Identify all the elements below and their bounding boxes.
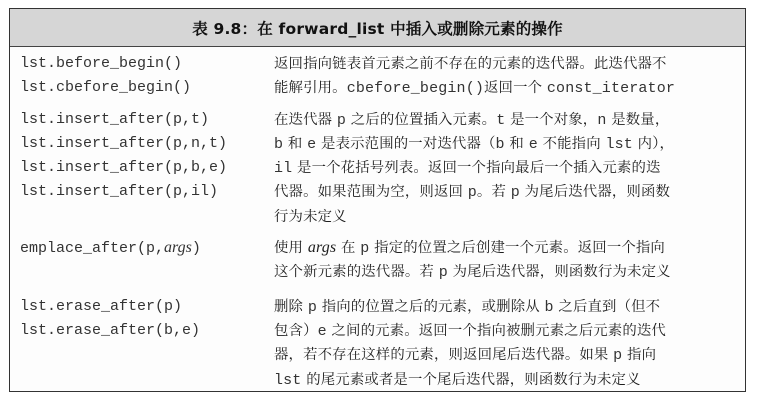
operation-cell bbox=[10, 52, 274, 101]
operation-signature: lst.insert_after(p,t) bbox=[20, 110, 210, 128]
operation-cell bbox=[10, 295, 274, 392]
operation-signature: lst.insert_after(p,b,e) bbox=[20, 159, 228, 177]
description-cell bbox=[274, 236, 745, 285]
table-row bbox=[10, 236, 745, 285]
operation-signature: lst.insert_after(p,n,t) bbox=[20, 134, 228, 152]
description-line: 能解引用。cbefore_begin()返回一个 const_iterator bbox=[274, 80, 676, 98]
description-cell bbox=[274, 52, 745, 101]
table-row bbox=[10, 52, 745, 101]
description-line: b 和 e 是表示范围的一对迭代器（b 和 e 不能指向 lst 内）， bbox=[274, 135, 675, 153]
table-title: 表 9.8：在 forward_list 中插入或删除元素的操作 bbox=[10, 9, 745, 47]
table-row bbox=[10, 108, 745, 229]
row-spacer bbox=[10, 285, 745, 295]
operation-signature: lst.before_begin() bbox=[20, 55, 183, 72]
table-body bbox=[10, 47, 745, 392]
description-line: 在迭代器 p 之后的位置插入元素。t 是一个对象，n 是数量， bbox=[274, 111, 670, 129]
description-cell bbox=[274, 108, 745, 229]
description-line: 包含）e 之间的元素。返回一个指向被删元素之后元素的迭代 bbox=[274, 322, 666, 340]
description-cell bbox=[274, 295, 745, 392]
table-row bbox=[10, 295, 745, 392]
operations-table bbox=[9, 8, 746, 392]
operation-signature: emplace_after(p,args) bbox=[20, 239, 201, 258]
operation-cell bbox=[10, 108, 274, 229]
description-line: 代器。如果范围为空，则返回 p。若 p 为尾后迭代器，则函数 bbox=[274, 184, 671, 202]
operation-cell bbox=[10, 236, 274, 285]
operation-signature: lst.erase_after(p) bbox=[20, 297, 183, 315]
description-line: lst 的尾元素或者是一个尾后迭代器，则函数行为未定义 bbox=[274, 371, 641, 389]
operation-signature: lst.insert_after(p,il) bbox=[20, 183, 219, 201]
row-spacer bbox=[10, 101, 745, 108]
description-line: 这个新元素的迭代器。若 p 为尾后迭代器，则函数行为未定义 bbox=[274, 264, 671, 282]
description-line: 使用 args 在 p 指定的位置之后创建一个元素。返回一个指向 bbox=[274, 239, 665, 258]
row-spacer bbox=[10, 229, 745, 236]
operation-signature: lst.cbefore_begin() bbox=[20, 79, 192, 97]
description-line: 器，若不存在这样的元素，则返回尾后迭代器。如果 p 指向 bbox=[274, 347, 657, 365]
description-line: il 是一个花括号列表。返回一个指向最后一个插入元素的迭 bbox=[274, 160, 661, 178]
operation-signature: lst.erase_after(b,e) bbox=[20, 321, 201, 339]
description-line: 行为未定义 bbox=[274, 208, 347, 225]
description-line: 删除 p 指向的位置之后的元素，或删除从 b 之后直到（但不 bbox=[274, 298, 661, 316]
description-line: 返回指向链表首元素之前不存在的元素的迭代器。此迭代器不 bbox=[274, 56, 667, 72]
